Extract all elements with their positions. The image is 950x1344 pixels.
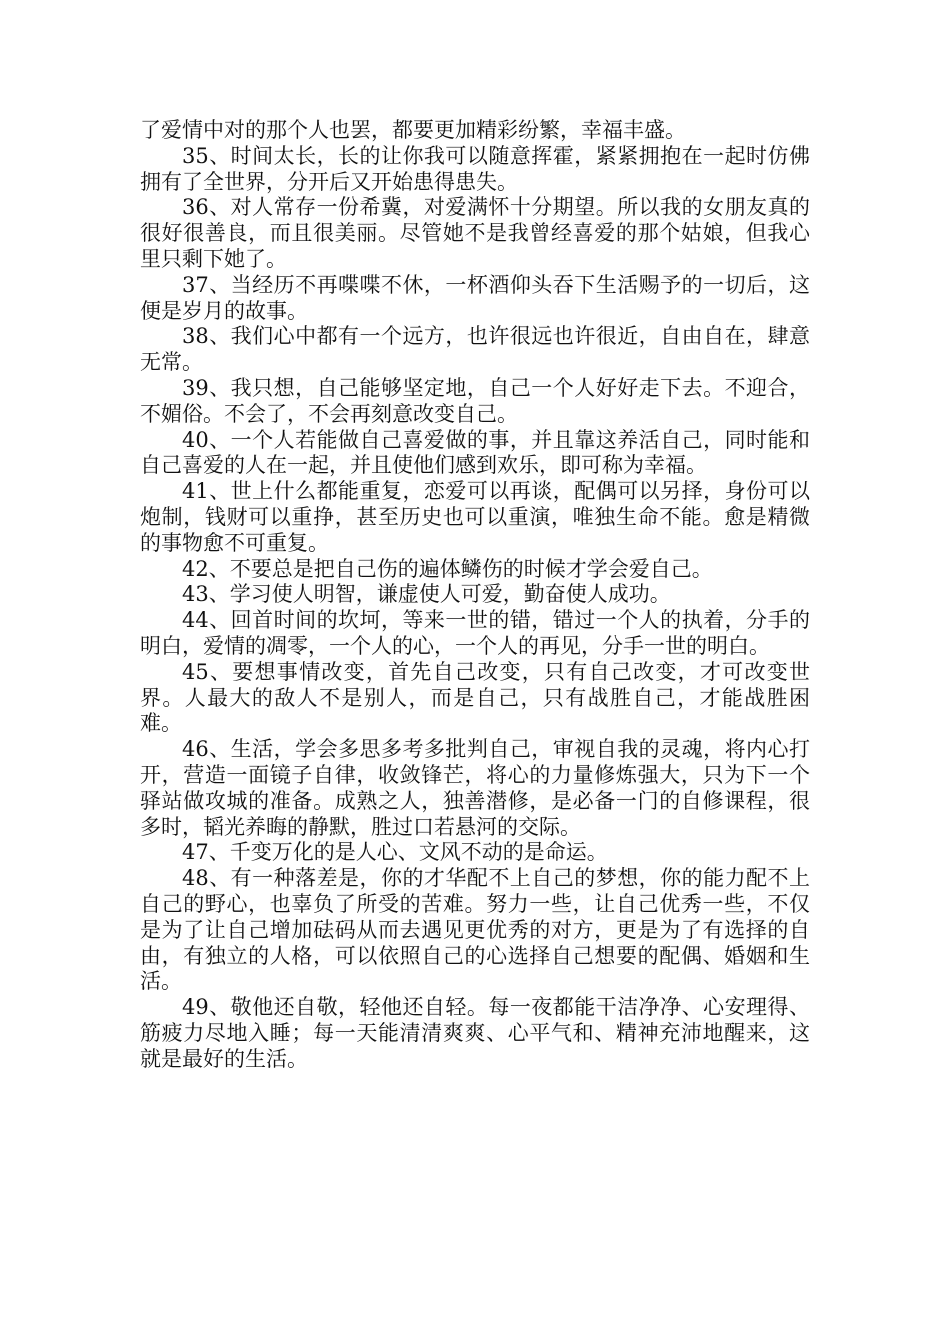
paragraph-37: 37、当经历不再喋喋不休，一杯酒仰头吞下生活赐予的一切后，这便是岁月的故事。 (140, 272, 810, 323)
paragraph-48: 48、有一种落差是，你的才华配不上自己的梦想，你的能力配不上自己的野心，也辜负了所受的苦难。努力一些，让自己优秀一些，不仅是为了让自己增加砝码从而去遇见更优秀的对方，更是为了有选择的自由，有独立的人格，可以依照自己的心选择自己想要的配偶、婚姻和生活。 (140, 866, 810, 994)
paragraph-39: 39、我只想，自己能够坚定地，自己一个人好好走下去。不迎合，不媚俗。不会了，不会再刻意改变自己。 (140, 375, 810, 426)
paragraph-47: 47、千变万化的是人心、文风不动的是命运。 (182, 840, 608, 865)
paragraph-continued: 了爱情中对的那个人也罢，都要更加精彩纷繁，幸福丰盛。 (140, 118, 686, 142)
paragraph-35: 35、时间太长，长的让你我可以随意挥霍，紧紧拥抱在一起时仿佛拥有了全世界，分开后又开始患得患失。 (140, 143, 810, 194)
paragraph-46: 46、生活，学会多思多考多批判自己，审视自我的灵魂，将内心打开，营造一面镜子自律，收敛锋芒，将心的力量修炼强大，只为下一个驿站做攻城的准备。成熟之人，独善潜修，是必备一门的自修课程，很多时，韬光养晦的静默，胜过口若悬河的交际。 (140, 737, 810, 839)
paragraph-41: 41、世上什么都能重复，恋爱可以再谈，配偶可以另择，身份可以炮制，钱财可以重挣，甚至历史也可以重演，唯独生命不能。愈是精微的事物愈不可重复。 (140, 479, 810, 555)
paragraph-43: 43、学习使人明智，谦虚使人可爱，勤奋使人成功。 (182, 582, 671, 607)
paragraph-45: 45、要想事情改变，首先自己改变，只有自己改变，才可改变世界。人最大的敌人不是别人，而是自己，只有战胜自己，才能战胜困难。 (140, 659, 810, 736)
paragraph-36: 36、对人常存一份希冀，对爱满怀十分期望。所以我的女朋友真的很好很善良，而且很美丽。尽管她不是我曾经喜爱的那个姑娘，但我心里只剩下她了。 (140, 195, 810, 271)
paragraph-44: 44、回首时间的坎坷，等来一世的错，错过一个人的执着，分手的明白，爱情的凋零，一个人的心，一个人的再见，分手一世的明白。 (140, 608, 810, 658)
paragraph-49: 49、敬他还自敬，轻他还自轻。每一夜都能干洁净净、心安理得、筋疲力尽地入睡；每一天能清清爽爽、心平气和、精神充沛地醒来，这就是最好的生活。 (140, 995, 810, 1071)
paragraph-42: 42、不要总是把自己伤的遍体鳞伤的时候才学会爱自己。 (182, 556, 713, 581)
paragraph-40: 40、一个人若能做自己喜爱做的事，并且靠这养活自己，同时能和自己喜爱的人在一起，并且使他们感到欢乐，即可称为幸福。 (140, 427, 810, 478)
paragraph-38: 38、我们心中都有一个远方，也许很远也许很近，自由自在，肆意无常。 (140, 324, 810, 375)
document-body (140, 118, 810, 1072)
